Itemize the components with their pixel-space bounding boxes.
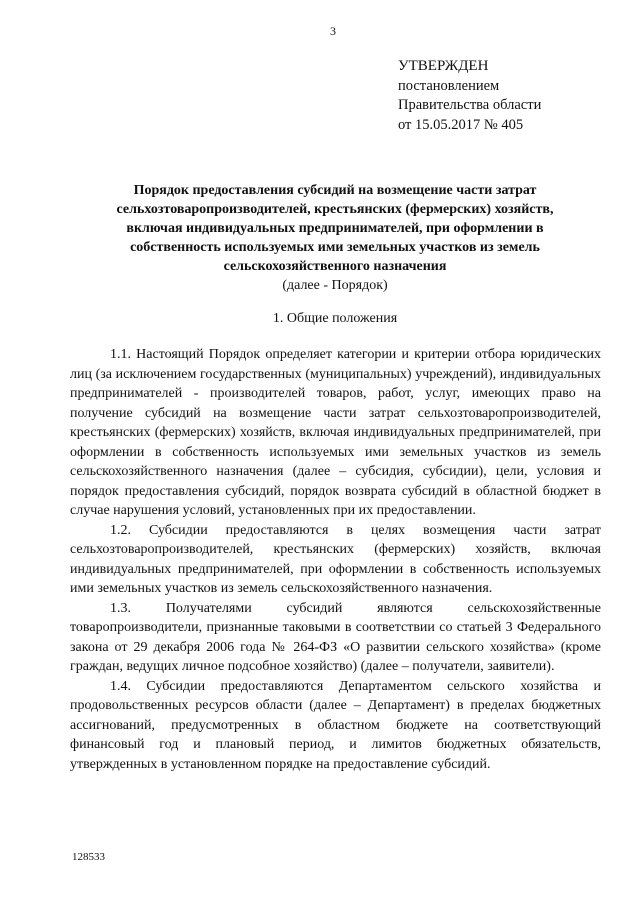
paragraph-1-4: 1.4. Субсидии предоставляются Департаментом сельского хозяйства и продовольственных ресурсов области (далее – Департамент) в пределах бюджетных ассигнований, предусмотренных в областном бюджете на соответствующий финансовый год и плановый период, и лимитов бюджетных обязательств, утвержденных в установленном порядке на предоставление субсидий.	[70, 678, 601, 772]
document-title	[70, 181, 600, 276]
title-line: сельхозтоваропроизводителей, крестьянских (фермерских) хозяйств,	[116, 202, 554, 217]
paragraph-1-3: 1.3. Получателями субсидий являются сельскохозяйственные товаропроизводители, признанные таковыми в соответствии со статьей 3 Федерального закона от 29 декабря 2006 года № 264-ФЗ «О развитии сельского хозяйства» (кроме граждан, ведущих личное подсобное хозяйство) (далее – получатели, заявители).	[70, 600, 601, 674]
document-body	[70, 345, 601, 774]
approval-line-date: от 15.05.2017 № 405	[398, 116, 524, 133]
page-number: 3	[330, 24, 336, 38]
title-line: Порядок предоставления субсидий на возмещение части затрат	[133, 183, 537, 198]
paragraph-1-1: 1.1. Настоящий Порядок определяет категории и критерии отбора юридических лиц (за исключением государственных (муниципальных) учреждений), индивидуальных предпринимателей - производителей товаров, работ, услуг, имеющих право на получение субсидий на возмещение части затрат сельхозтоваропроизводителей, крестьянских (фермерских) хозяйств, включая индивидуальных предпринимателей, при оформлении в собственность используемых ими земельных участков из земель сельскохозяйственного назначения (далее – субсидия, субсидии), цели, условия и порядок предоставления субсидий, порядок возврата субсидий в областной бюджет в случае нарушения условий, установленных при их предоставлении.	[70, 347, 601, 518]
title-line: сельскохозяйственного назначения	[223, 259, 447, 274]
approval-line-government: Правительства области	[398, 97, 542, 113]
title-note: (далее - Порядок)	[282, 278, 388, 293]
approval-block	[398, 57, 541, 135]
approval-line-resolution: постановлением	[398, 77, 500, 94]
document-number: 128533	[72, 851, 105, 863]
paragraph-1-2: 1.2. Субсидии предоставляются в целях возмещения части затрат сельхозтоваропроизводителей, крестьянских (фермерских) хозяйств, включая индивидуальных предпринимателей, при оформлении в собственность используемых ими земельных участков из земель сельскохозяйственного назначения.	[70, 522, 601, 596]
title-line: собственность используемых ими земельных участков из земель	[130, 240, 540, 255]
approval-heading: УТВЕРЖДЕН	[398, 58, 489, 74]
title-line: включая индивидуальных предпринимателей, при оформлении в	[126, 221, 544, 236]
section-heading: 1. Общие положения	[272, 311, 398, 326]
